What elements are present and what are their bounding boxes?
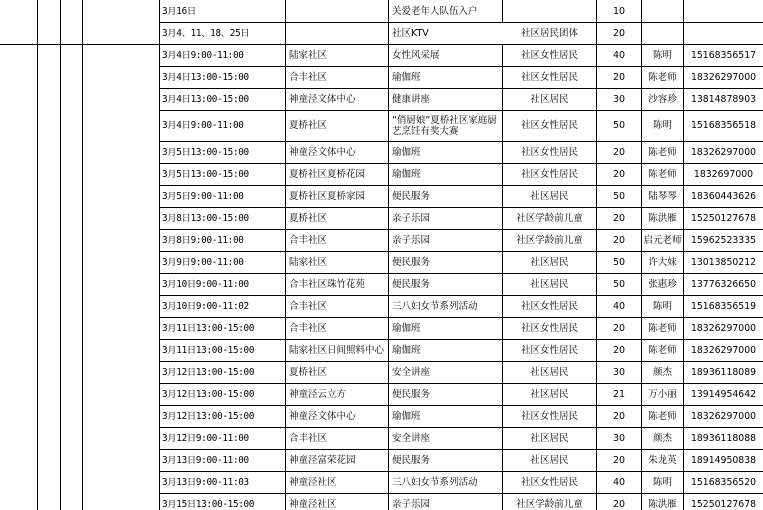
phone-cell: 15250127678 (690, 498, 757, 510)
audience-cell: 社区居民 (530, 278, 569, 290)
table-row (0, 251, 763, 273)
count-cell: 30 (612, 366, 626, 378)
count-cell: 30 (612, 93, 626, 105)
table-row (0, 163, 763, 185)
table-row (0, 273, 763, 295)
audience-cell: 社区女性居民 (520, 344, 578, 356)
audience-cell: 社区女性居民 (520, 146, 578, 158)
contact-cell: 启元老师 (643, 234, 682, 246)
contact-cell: 陈明 (652, 476, 672, 488)
phone-cell: 18326297000 (690, 410, 757, 422)
contact-cell (642, 0, 683, 22)
phone-cell: 15962523335 (690, 234, 757, 246)
contact-cell: 陈洪雁 (648, 212, 677, 224)
count-cell: 50 (612, 278, 626, 290)
date-cell: 3月4日9:00-11:00 (162, 49, 244, 61)
location-cell: 陆家社区 (289, 49, 328, 61)
audience-cell: 社区居民 (530, 256, 569, 268)
table-row (0, 44, 763, 66)
count-cell: 30 (612, 432, 626, 444)
activity-cell: 便民服务 (392, 278, 431, 290)
activity-cell: “俏厨娘”夏桥社区家庭厨艺烹饪有奖大赛 (392, 114, 497, 137)
contact-cell: 陈明 (652, 300, 672, 312)
location-cell: 夏桥社区夏桥家园 (289, 190, 366, 202)
location-cell: 合丰社区珠竹花苑 (289, 278, 366, 290)
location-cell: 夏桥社区 (289, 120, 328, 131)
date-cell: 3月10日9:00-11:02 (162, 300, 249, 312)
phone-cell: 18326297000 (690, 146, 757, 158)
phone-cell: 18936118088 (690, 432, 757, 444)
activity-cell: 便民服务 (392, 190, 431, 202)
location-cell: 陆家社区 (289, 256, 328, 268)
table-row (0, 405, 763, 427)
count-cell: 20 (612, 234, 626, 246)
date-cell: 3月4日13:00-15:00 (162, 71, 249, 83)
count-cell: 50 (612, 120, 626, 131)
audience-cell: 社区女性居民 (520, 71, 578, 83)
count-cell: 50 (612, 190, 626, 202)
audience-cell: 社区居民 (530, 454, 569, 466)
table-row (0, 141, 763, 163)
count-cell: 20 (612, 498, 626, 510)
phone-cell: 13776326650 (690, 278, 757, 290)
phone-cell: 18326297000 (690, 322, 757, 334)
location-cell: 陆家社区日间照料中心 (289, 344, 385, 356)
phone-cell: 18936118089 (690, 366, 757, 378)
location-cell (286, 0, 388, 22)
phone-cell: 18914950838 (690, 454, 757, 466)
phone-cell: 15168356520 (690, 476, 757, 488)
date-cell: 3月10日9:00-11:00 (162, 278, 249, 290)
table-row (0, 0, 763, 22)
audience-cell: 社区学龄前儿童 (516, 234, 583, 246)
date-cell: 3月15日13:00-15:00 (162, 498, 255, 510)
audience-cell: 社区女性居民 (520, 300, 578, 312)
table-row (0, 110, 763, 141)
location-cell: 合丰社区 (289, 432, 328, 444)
date-cell: 3月11日13:00-15:00 (162, 344, 255, 356)
activity-cell: 社区KTV (392, 27, 429, 39)
activity-cell: 瑜伽班 (392, 322, 421, 334)
location-cell: 合丰社区 (289, 71, 328, 83)
count-cell: 40 (612, 300, 626, 312)
audience-cell: 社区居民团体 (520, 27, 578, 39)
audience-cell: 社区居民 (530, 432, 569, 444)
activity-cell: 瑜伽班 (392, 146, 421, 158)
date-cell: 3月5日13:00-15:00 (162, 168, 249, 180)
count-cell: 50 (612, 256, 626, 268)
count-cell: 20 (612, 212, 626, 224)
count-cell: 10 (612, 5, 626, 17)
contact-cell: 陈老师 (648, 322, 677, 334)
table-row (0, 493, 763, 510)
date-cell: 3月5日13:00-15:00 (162, 146, 249, 158)
audience-cell: 社区女性居民 (520, 49, 578, 61)
activity-cell: 亲子乐园 (392, 498, 431, 510)
date-cell: 3月4日13:00-15:00 (162, 93, 249, 105)
table-row (0, 88, 763, 110)
contact-cell: 颜杰 (652, 432, 672, 444)
audience-cell: 社区女性居民 (520, 120, 578, 131)
date-cell: 3月16日 (162, 5, 196, 17)
contact-cell: 陈洪雁 (648, 498, 677, 510)
phone-cell: 15168356518 (690, 120, 757, 131)
activity-cell: 便民服务 (392, 454, 431, 466)
date-cell: 3月8日13:00-15:00 (162, 212, 249, 224)
audience-cell (503, 0, 596, 22)
date-cell: 3月8日9:00-11:00 (162, 234, 244, 246)
activity-cell: 瑜伽班 (392, 71, 421, 83)
count-cell: 20 (612, 27, 626, 39)
contact-cell: 许大妹 (648, 256, 677, 268)
table-row (0, 185, 763, 207)
table-row (0, 207, 763, 229)
table-row (0, 427, 763, 449)
activity-cell: 瑜伽班 (392, 410, 421, 422)
date-cell: 3月4、11、18、25日 (162, 27, 250, 39)
activity-cell: 三八妇女节系列活动 (392, 300, 478, 312)
count-cell: 20 (612, 454, 626, 466)
phone-cell: 13814878903 (690, 93, 757, 105)
location-cell: 合丰社区 (289, 300, 328, 312)
activity-cell: 健康讲座 (392, 93, 431, 105)
phone-cell: 18326297000 (690, 71, 757, 83)
table-row (0, 22, 763, 44)
location-cell: 神童泾富荣花园 (289, 454, 356, 466)
table-row (0, 295, 763, 317)
count-cell: 20 (612, 344, 626, 356)
activity-cell: 安全讲座 (392, 366, 431, 378)
location-cell: 神童泾社区 (289, 476, 337, 488)
count-cell: 20 (612, 146, 626, 158)
location-cell: 夏桥社区 (289, 366, 328, 378)
audience-cell: 社区女性居民 (520, 410, 578, 422)
contact-cell: 陈老师 (648, 410, 677, 422)
date-cell: 3月12日13:00-15:00 (162, 366, 255, 378)
location-cell (286, 22, 388, 44)
date-cell: 3月12日13:00-15:00 (162, 410, 255, 422)
table-row (0, 471, 763, 493)
activity-cell: 安全讲座 (392, 432, 431, 444)
date-cell: 3月12日13:00-15:00 (162, 388, 255, 400)
contact-cell: 沙容珍 (648, 93, 677, 105)
contact-cell: 朱龙英 (648, 454, 677, 466)
phone-cell: 18326297000 (690, 344, 757, 356)
contact-cell (642, 22, 683, 44)
audience-cell: 社区学龄前儿童 (516, 212, 583, 224)
phone-cell: 1832697000 (693, 168, 754, 180)
activity-cell: 女性风采展 (392, 49, 440, 61)
table-row (0, 317, 763, 339)
contact-cell: 颜杰 (652, 366, 672, 378)
contact-cell: 陆琴琴 (648, 190, 677, 202)
activity-cell: 亲子乐园 (392, 212, 431, 224)
date-cell: 3月12日9:00-11:00 (162, 432, 249, 444)
count-cell: 21 (612, 388, 626, 400)
count-cell: 40 (612, 49, 626, 61)
location-cell: 神童泾文体中心 (289, 93, 356, 105)
audience-cell: 社区居民 (530, 190, 569, 202)
activity-cell: 瑜伽班 (392, 344, 421, 356)
phone-cell: 15168356517 (690, 49, 757, 61)
count-cell: 20 (612, 168, 626, 180)
count-cell: 20 (612, 410, 626, 422)
count-cell: 40 (612, 476, 626, 488)
phone-cell: 18360443626 (690, 190, 757, 202)
contact-cell: 陈明 (652, 49, 672, 61)
location-cell: 神童泾文体中心 (289, 410, 356, 422)
phone-cell: 13013850212 (690, 256, 757, 268)
activity-cell: 亲子乐园 (392, 234, 431, 246)
location-cell: 神童泾云立方 (289, 388, 347, 400)
table-row (0, 383, 763, 405)
activity-cell: 三八妇女节系列活动 (392, 476, 478, 488)
date-cell: 3月13日9:00-11:03 (162, 476, 249, 488)
date-cell: 3月5日9:00-11:00 (162, 190, 244, 202)
phone-cell: 15250127678 (690, 212, 757, 224)
activity-cell: 关爱老年人队伍入户 (392, 5, 478, 17)
activity-cell: 便民服务 (392, 388, 431, 400)
contact-cell: 陈明 (652, 120, 672, 131)
phone-cell: 13914954642 (690, 388, 757, 400)
audience-cell: 社区居民 (530, 366, 569, 378)
audience-cell: 社区女性居民 (520, 168, 578, 180)
phone-cell (684, 22, 763, 44)
contact-cell: 张惠珍 (648, 278, 677, 290)
contact-cell: 陈老师 (648, 344, 677, 356)
audience-cell: 社区居民 (530, 388, 569, 400)
contact-cell: 陈老师 (648, 168, 677, 180)
count-cell: 20 (612, 71, 626, 83)
activity-cell: 瑜伽班 (392, 168, 421, 180)
location-cell: 神童泾文体中心 (289, 146, 356, 158)
table-row (0, 339, 763, 361)
date-cell: 3月9日9:00-11:00 (162, 256, 244, 268)
audience-cell: 社区学龄前儿童 (516, 498, 583, 510)
location-cell: 神童泾社区 (289, 498, 337, 510)
date-cell: 3月11日13:00-15:00 (162, 322, 255, 334)
audience-cell: 社区居民 (530, 93, 569, 105)
table-row (0, 66, 763, 88)
contact-cell: 陈老师 (648, 146, 677, 158)
audience-cell: 社区女性居民 (520, 322, 578, 334)
table-row (0, 361, 763, 383)
audience-cell: 社区女性居民 (520, 476, 578, 488)
count-cell: 20 (612, 322, 626, 334)
date-cell: 3月4日9:00-11:00 (162, 120, 244, 131)
phone-cell: 15168356519 (690, 300, 757, 312)
activity-cell: 便民服务 (392, 256, 431, 268)
phone-cell (684, 0, 763, 22)
location-cell: 夏桥社区 (289, 212, 328, 224)
date-cell: 3月13日9:00-11:00 (162, 454, 249, 466)
location-cell: 夏桥社区夏桥花园 (289, 168, 366, 180)
table-row (0, 449, 763, 471)
location-cell: 合丰社区 (289, 234, 328, 246)
contact-cell: 陈老师 (648, 71, 677, 83)
location-cell: 合丰社区 (289, 322, 328, 334)
table-row (0, 229, 763, 251)
contact-cell: 万小丽 (648, 388, 677, 400)
